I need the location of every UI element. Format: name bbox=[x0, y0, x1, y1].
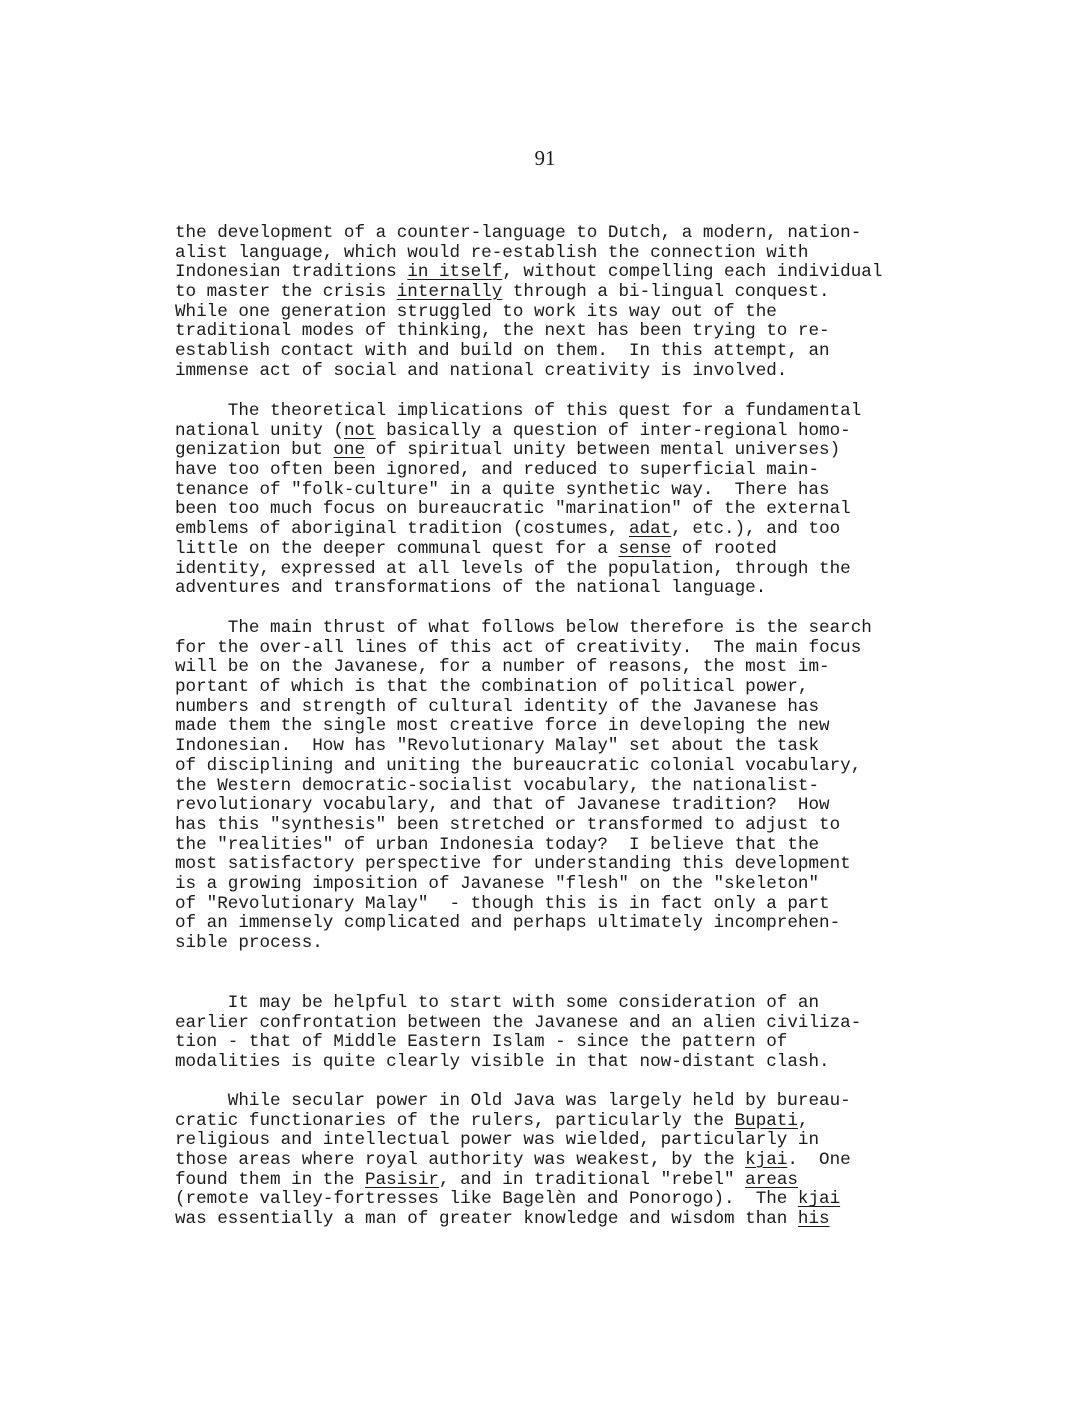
underlined-term: Pasisir bbox=[365, 1169, 439, 1190]
text-segment: most satisfactory perspective for understanding this development bbox=[175, 854, 851, 875]
text-segment: The theoretical implications of this quest for a fundamental bbox=[175, 401, 862, 421]
paragraph-5 bbox=[175, 1092, 851, 1230]
text-line bbox=[175, 1033, 861, 1053]
text-line bbox=[175, 1171, 851, 1191]
text-segment: of rooted bbox=[671, 538, 777, 559]
text-line bbox=[175, 855, 872, 875]
text-segment: adventures and transformations of the national language. bbox=[175, 578, 767, 599]
text-line bbox=[175, 757, 872, 777]
text-line bbox=[175, 1092, 851, 1112]
text-segment: immense act of social and national creativity is involved. bbox=[175, 360, 788, 381]
text-line bbox=[175, 1190, 851, 1210]
text-segment: of an immensely complicated and perhaps ultimately incomprehen- bbox=[175, 913, 841, 934]
text-line bbox=[175, 481, 861, 501]
text-line bbox=[175, 422, 861, 442]
text-line bbox=[175, 796, 872, 816]
text-line bbox=[175, 994, 861, 1014]
text-line bbox=[175, 500, 861, 520]
text-segment: national unity ( bbox=[175, 420, 344, 441]
text-segment: was essentially a man of greater knowledge and wisdom than bbox=[175, 1209, 798, 1230]
text-segment: cratic functionaries of the rulers, particularly the bbox=[175, 1110, 735, 1131]
text-line bbox=[175, 639, 872, 659]
text-line bbox=[175, 816, 872, 836]
text-line bbox=[175, 402, 861, 422]
text-line bbox=[175, 283, 882, 303]
text-segment: identity, expressed at all levels of the population, through the bbox=[175, 558, 851, 579]
text-segment: establish contact with and build on them. In this attempt, an bbox=[175, 341, 830, 362]
underlined-term: Bupati bbox=[734, 1110, 798, 1131]
text-line bbox=[175, 1112, 851, 1132]
text-line bbox=[175, 895, 872, 915]
underlined-term: in itself bbox=[407, 262, 503, 283]
text-segment: While secular power in Old Java was largely held by bureau- bbox=[175, 1091, 851, 1111]
paragraph-3 bbox=[175, 619, 872, 954]
text-segment: tion - that of Middle Eastern Islam - since the pattern of bbox=[175, 1032, 788, 1053]
text-line bbox=[175, 461, 861, 481]
text-segment: , etc.), and too bbox=[671, 519, 841, 540]
text-segment: through a bi-lingual conquest. bbox=[502, 282, 830, 303]
page-number: 91 bbox=[534, 146, 556, 170]
text-segment: emblems of aboriginal tradition (costumes, bbox=[175, 519, 629, 540]
text-segment: portant of which is that the combination of political power, bbox=[175, 677, 809, 698]
text-segment: of disciplining and uniting the bureaucratic colonial vocabulary, bbox=[175, 755, 862, 776]
text-line bbox=[175, 678, 872, 698]
underlined-term: kjai bbox=[797, 1189, 841, 1210]
underlined-term: adat bbox=[629, 519, 672, 540]
text-line bbox=[175, 244, 882, 264]
text-line bbox=[175, 875, 872, 895]
text-line bbox=[175, 441, 861, 461]
paragraph-1 bbox=[175, 224, 882, 382]
underlined-term: his bbox=[797, 1209, 830, 1230]
text-segment: the development of a counter-language to Dutch, a modern, nation- bbox=[175, 223, 862, 243]
text-segment: is a growing imposition of Javanese "flesh" on the "skeleton" bbox=[175, 873, 820, 894]
text-segment: little on the deeper communal quest for a bbox=[175, 538, 619, 559]
text-segment: (remote valley-fortresses like Bagelèn and Ponorogo). The bbox=[175, 1189, 798, 1210]
text-line bbox=[175, 914, 872, 934]
underlined-term: areas bbox=[745, 1169, 798, 1190]
text-segment: modalities is quite clearly visible in that now-distant clash. bbox=[175, 1052, 830, 1073]
text-segment: numbers and strength of cultural identity of the Javanese has bbox=[175, 696, 820, 717]
underlined-term: internally bbox=[396, 282, 503, 303]
text-line bbox=[175, 1210, 851, 1230]
text-line bbox=[175, 540, 861, 560]
text-segment: have too often been ignored, and reduced to superficial main- bbox=[175, 460, 820, 481]
text-segment: Indonesian. How has "Revolutionary Malay" set about the task bbox=[175, 736, 820, 757]
text-segment: , bbox=[797, 1110, 809, 1131]
underlined-term: one bbox=[333, 440, 366, 461]
text-segment: has this "synthesis" been stretched or transformed to adjust to bbox=[175, 814, 841, 835]
text-segment: religious and intellectual power was wielded, particularly in bbox=[175, 1130, 820, 1151]
text-line bbox=[175, 658, 872, 678]
text-segment: While one generation struggled to work its way out of the bbox=[175, 301, 777, 322]
text-line bbox=[175, 1151, 851, 1171]
text-line bbox=[175, 263, 882, 283]
text-segment: traditional modes of thinking, the next has been trying to re- bbox=[175, 321, 830, 342]
text-line bbox=[175, 698, 872, 718]
text-segment: , without compelling each individual bbox=[502, 262, 883, 283]
text-line bbox=[175, 619, 872, 639]
text-line bbox=[175, 520, 861, 540]
text-line bbox=[175, 342, 882, 362]
text-line bbox=[175, 322, 882, 342]
text-segment: earlier confrontation between the Javanese and an alien civiliza- bbox=[175, 1012, 862, 1033]
text-segment: It may be helpful to start with some consideration of an bbox=[175, 993, 820, 1013]
text-segment: will be on the Javanese, for a number of reasons, the most im- bbox=[175, 657, 830, 678]
text-segment: genization but bbox=[175, 440, 334, 461]
text-line bbox=[175, 303, 882, 323]
text-segment: for the over-all lines of this act of creativity. The main focus bbox=[175, 637, 862, 658]
text-segment: those areas where royal authority was weakest, by the bbox=[175, 1150, 746, 1171]
paragraph-4 bbox=[175, 994, 861, 1073]
text-segment: found them in the bbox=[175, 1169, 366, 1190]
paragraph-2 bbox=[175, 402, 861, 599]
text-segment: sible process. bbox=[175, 933, 323, 953]
text-line bbox=[175, 1131, 851, 1151]
text-line bbox=[175, 777, 872, 797]
text-line bbox=[175, 737, 872, 757]
text-segment: Indonesian traditions bbox=[175, 262, 408, 283]
text-segment: the "realities" of urban Indonesia today? I believe that the bbox=[175, 834, 820, 855]
text-segment: been too much focus on bureaucratic "marination" of the external bbox=[175, 499, 851, 520]
text-line bbox=[175, 717, 872, 737]
text-line bbox=[175, 1014, 861, 1034]
underlined-term: kjai bbox=[745, 1150, 788, 1171]
text-line bbox=[175, 836, 872, 856]
text-segment: alist language, which would re-establish the connection with bbox=[175, 242, 809, 263]
text-segment: made them the single most creative force in developing the new bbox=[175, 716, 830, 737]
text-segment: . One bbox=[787, 1150, 851, 1171]
text-line bbox=[175, 362, 882, 382]
text-line bbox=[175, 579, 861, 599]
underlined-term: not bbox=[343, 420, 376, 441]
text-segment: the Western democratic-socialist vocabulary, the nationalist- bbox=[175, 775, 820, 796]
text-segment: The main thrust of what follows below therefore is the search bbox=[175, 618, 872, 638]
text-segment: of spiritual unity between mental universes) bbox=[365, 440, 841, 461]
text-segment: to master the crisis bbox=[175, 282, 397, 303]
text-line bbox=[175, 934, 872, 954]
text-segment: of "Revolutionary Malay" - though this is in fact only a part bbox=[175, 893, 830, 914]
text-line bbox=[175, 224, 882, 244]
text-segment: basically a question of inter-regional homo- bbox=[375, 420, 851, 441]
text-segment: tenance of "folk-culture" in a quite synthetic way. There has bbox=[175, 479, 830, 500]
underlined-term: sense bbox=[618, 538, 672, 559]
text-line bbox=[175, 1053, 861, 1073]
text-segment: , and in traditional "rebel" bbox=[438, 1169, 746, 1190]
text-line bbox=[175, 560, 861, 580]
text-segment: revolutionary vocabulary, and that of Javanese tradition? How bbox=[175, 795, 830, 816]
